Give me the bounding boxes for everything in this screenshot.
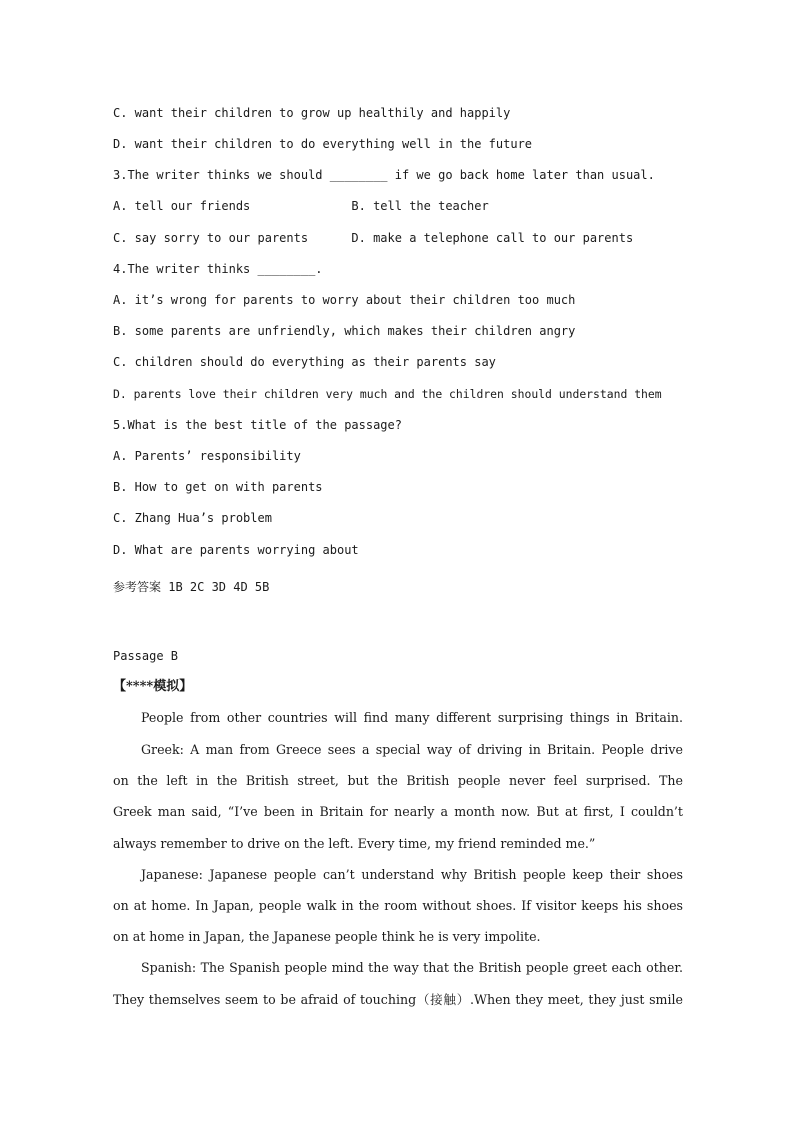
q5-stem: 5.What is the best title of the passage? xyxy=(113,418,402,432)
passage-line: on at home. In Japan, people walk in the room without shoes. If visitor keeps his shoes xyxy=(113,898,683,913)
source-tag: 【****模拟】 xyxy=(113,679,193,694)
passage-line: Japanese: Japanese people can’t understand why British people keep their shoes xyxy=(141,867,683,882)
passage-line: Spanish: The Spanish people mind the way that the British people greet each other. xyxy=(141,960,683,975)
answer-key: 参考答案 1B 2C 3D 4D 5B xyxy=(113,580,270,594)
q5-option-b: B. How to get on with parents xyxy=(113,480,323,494)
passage-line: on the left in the British street, but the British people never feel surprised. The xyxy=(113,773,683,788)
q5-option-c: C. Zhang Hua’s problem xyxy=(113,511,272,525)
passage-line: on at home in Japan, the Japanese people think he is very impolite. xyxy=(113,929,541,944)
q5-option-d: D. What are parents worrying about xyxy=(113,543,359,557)
passage-line: always remember to drive on the left. Every time, my friend reminded me.” xyxy=(113,836,596,851)
passage-title: Passage B xyxy=(113,649,179,663)
q3-options-ab: A. tell our friends B. tell the teacher xyxy=(113,199,489,213)
q2-option-d: D. want their children to do everything well in the future xyxy=(113,137,533,151)
q4-option-d: D. parents love their children very much and the children should understand them xyxy=(113,387,662,401)
q3-options-cd: C. say sorry to our parents D. make a telephone call to our parents xyxy=(113,231,634,245)
q4-option-b: B. some parents are unfriendly, which makes their children angry xyxy=(113,324,576,338)
q5-option-a: A. Parents’ responsibility xyxy=(113,449,301,463)
passage-line: Greek man said, “I’ve been in Britain for nearly a month now. But at first, I couldn’t xyxy=(113,804,683,819)
q4-option-a: A. it’s wrong for parents to worry about their children too much xyxy=(113,293,576,307)
passage-line: They themselves seem to be afraid of touching（接触）.When they meet, they just smile xyxy=(113,992,683,1007)
passage-line: People from other countries will find many different surprising things in Britain. xyxy=(141,710,683,725)
q4-option-c: C. children should do everything as their parents say xyxy=(113,355,496,369)
q4-stem: 4.The writer thinks ________. xyxy=(113,262,323,276)
q2-option-c: C. want their children to grow up healthily and happily xyxy=(113,106,511,120)
q3-stem: 3.The writer thinks we should ________ if we go back home later than usual. xyxy=(113,168,655,182)
passage-line: Greek: A man from Greece sees a special way of driving in Britain. People drive xyxy=(141,742,683,757)
